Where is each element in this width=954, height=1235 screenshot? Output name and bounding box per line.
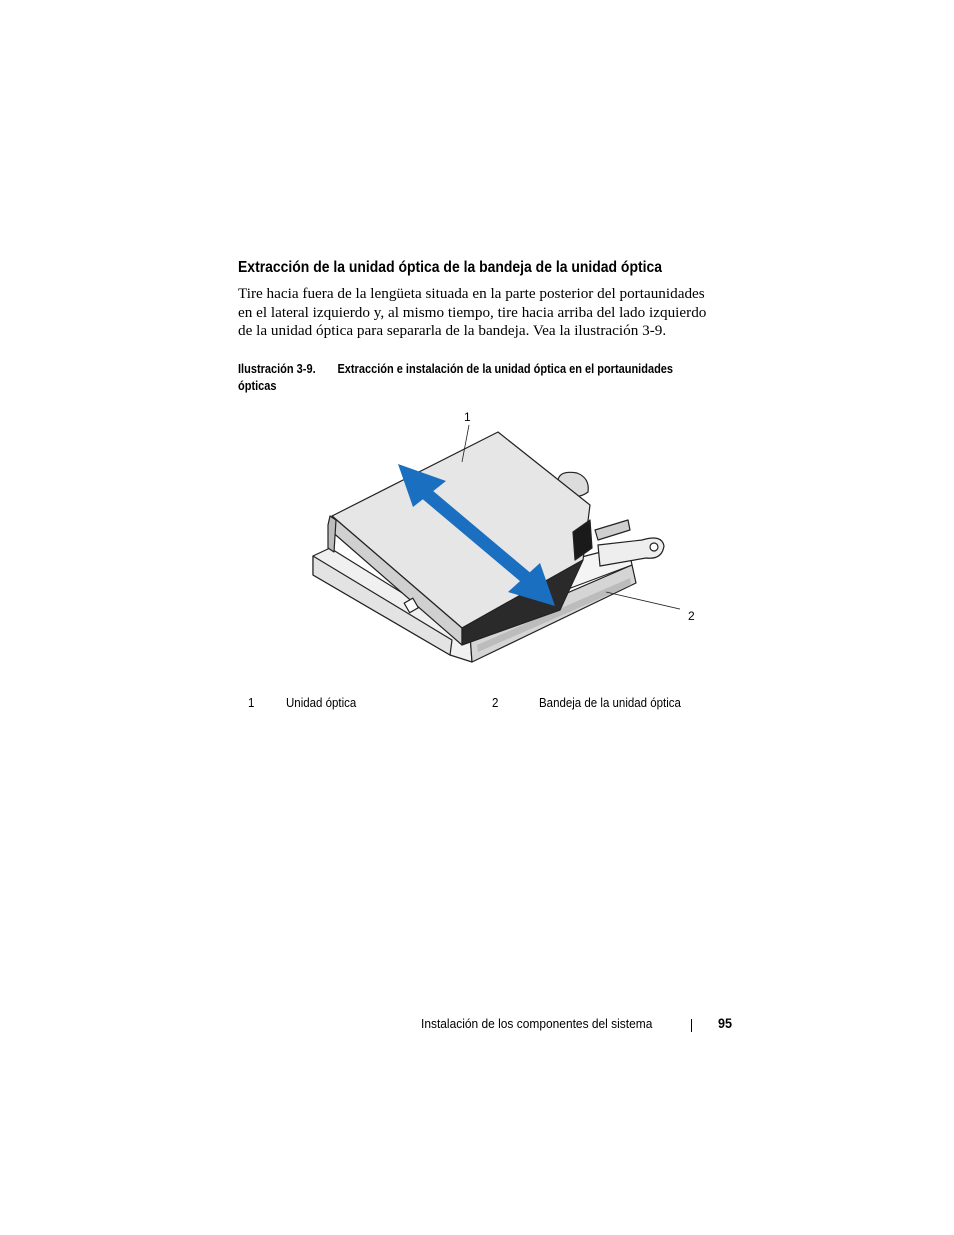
paragraph-line: en el lateral izquierdo y, al mismo tiempo, tire hacia arriba del lado izquierdo bbox=[238, 303, 707, 321]
optical-drive-removal-illustration bbox=[300, 405, 680, 675]
legend-number-2: 2 bbox=[492, 696, 499, 710]
paragraph-line: Tire hacia fuera de la lengüeta situada en la parte posterior del portaunidades bbox=[238, 285, 705, 302]
legend-number-1: 1 bbox=[248, 696, 255, 710]
figure-caption-title-cont: ópticas bbox=[238, 379, 277, 393]
footer-section-title: Instalación de los componentes del sistema bbox=[421, 1016, 653, 1031]
instruction-paragraph bbox=[238, 285, 738, 341]
figure-caption-number: Ilustración 3-9. bbox=[238, 362, 316, 376]
legend-label-2: Bandeja de la unidad óptica bbox=[539, 696, 681, 710]
figure-caption-title: Extracción e instalación de la unidad óptica en el portaunidades bbox=[337, 362, 674, 376]
callout-1: 1 bbox=[464, 410, 471, 424]
paragraph-line: de la unidad óptica para separarla de la bandeja. Vea la ilustración 3-9. bbox=[238, 322, 667, 339]
page-number: 95 bbox=[718, 1015, 733, 1031]
callout-2: 2 bbox=[688, 609, 695, 623]
figure-caption bbox=[238, 361, 673, 395]
section-heading: Extracción de la unidad óptica de la bandeja de la unidad óptica bbox=[238, 259, 663, 276]
footer-separator bbox=[691, 1019, 692, 1032]
legend-label-1: Unidad óptica bbox=[286, 696, 357, 710]
